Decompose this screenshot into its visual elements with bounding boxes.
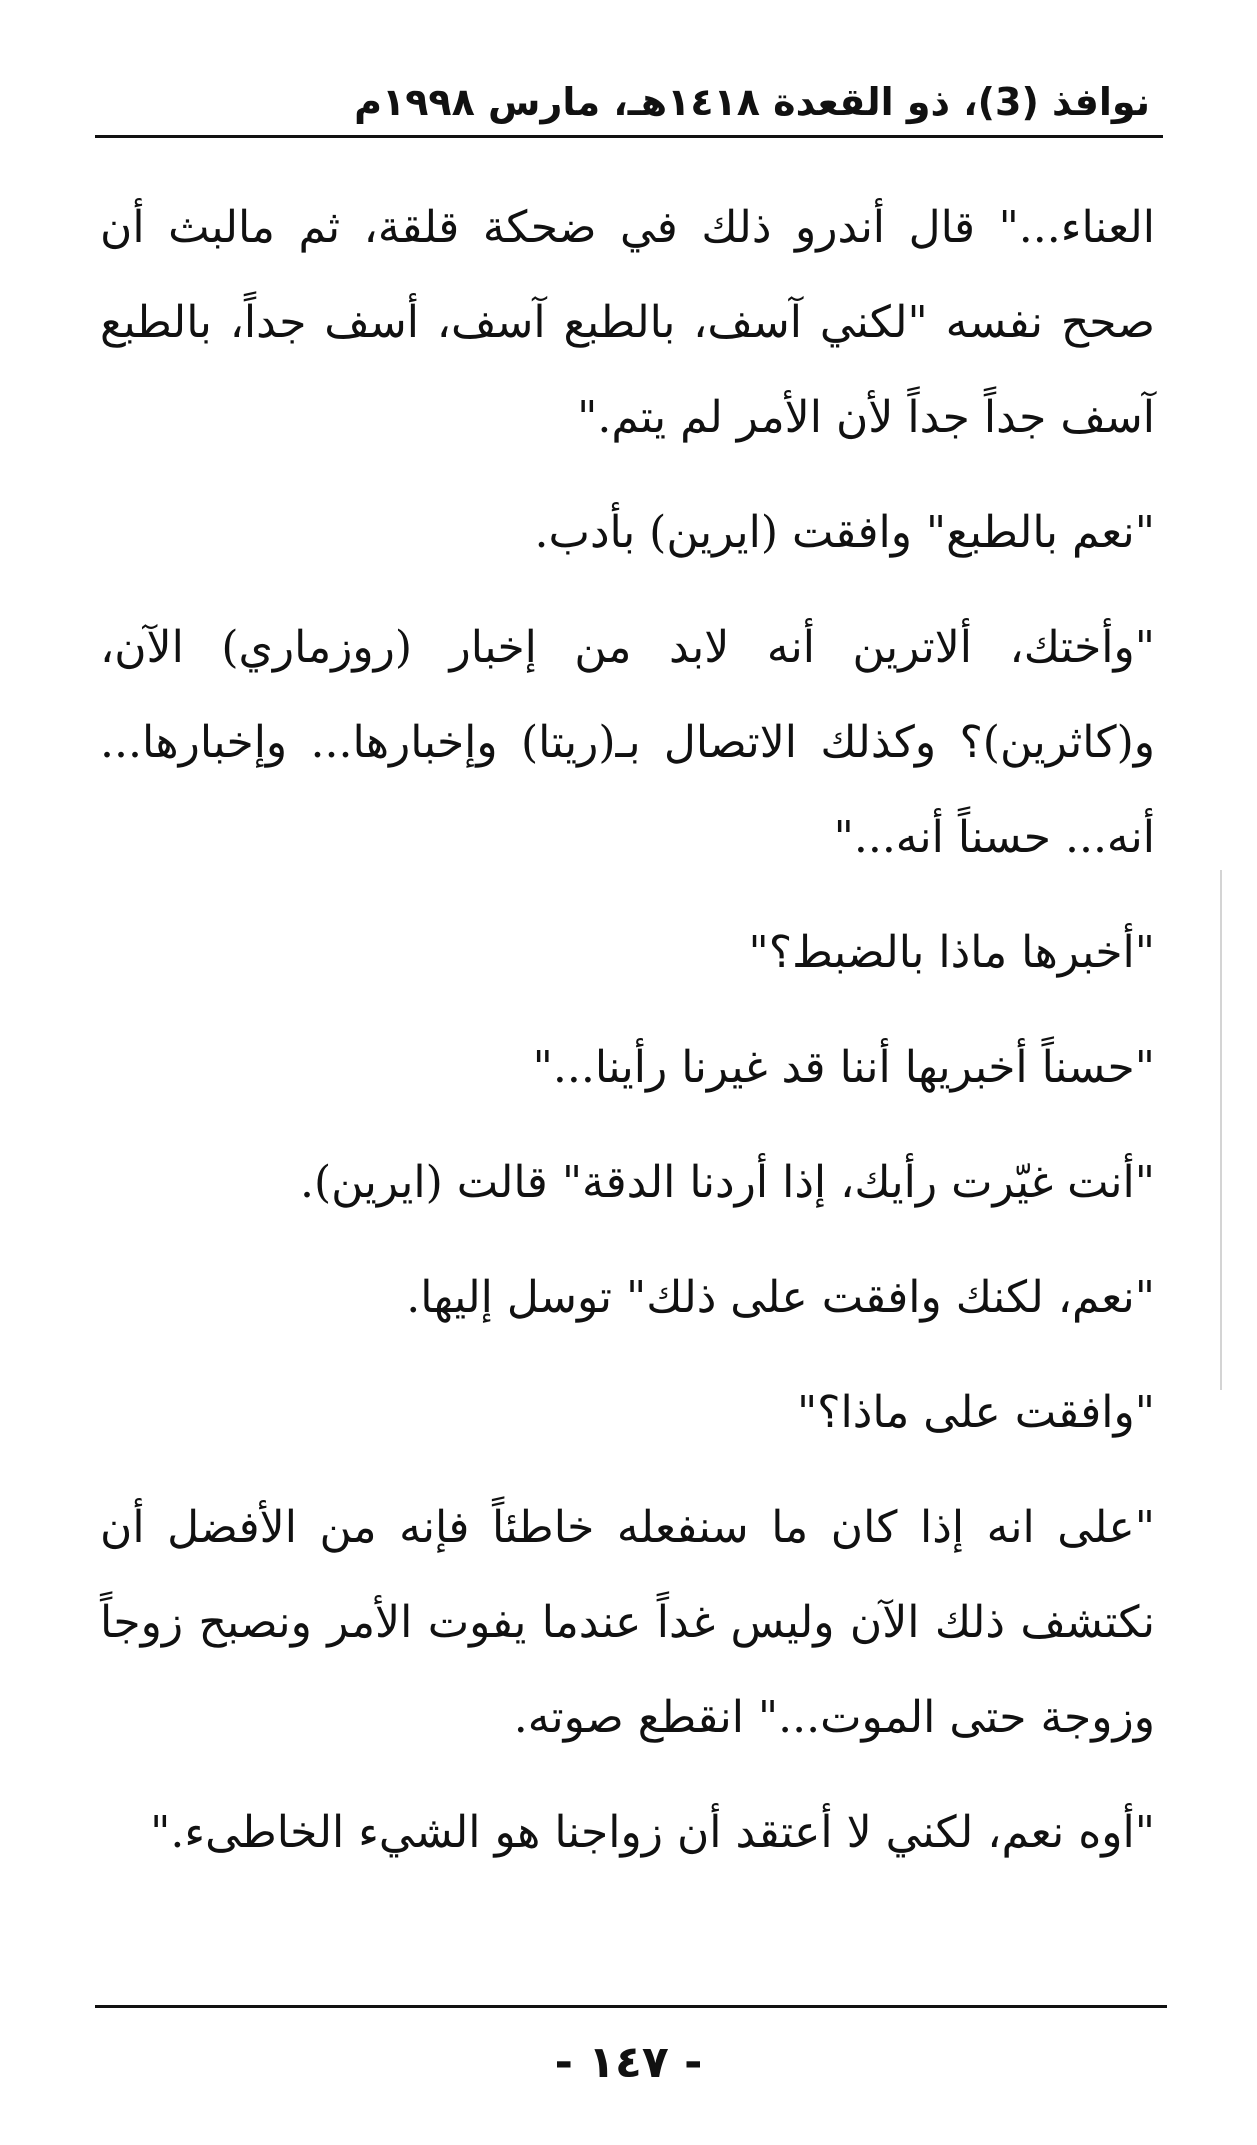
scan-margin-mark: [1220, 870, 1222, 1390]
body-text: [100, 180, 1155, 1900]
running-header: نوافذ (3)، ذو القعدة ١٤١٨هـ، مارس ١٩٩٨م: [354, 80, 1150, 124]
paragraph: "نعم بالطبع" وافقت (ايرين) بأدب.: [534, 507, 1155, 558]
paragraph: "على انه إذا كان ما سنفعله خاطئاً فإنه من الأفضل أن نكتشف ذلك الآن وليس غداً عندما يفوت الأمر ونصبح زوجاً وزوجة حتى الموت..." انقطع صوته.: [100, 1502, 1155, 1743]
paragraph: "أوه نعم، لكني لا أعتقد أن زواجنا هو الشيء الخاطىء.": [150, 1807, 1155, 1858]
paragraph: "أخبرها ماذا بالضبط؟": [748, 927, 1155, 978]
footer-divider: [95, 2005, 1167, 2008]
paragraph: "حسناً أخبريها أننا قد غيرنا رأينا...": [532, 1042, 1155, 1093]
paragraph: "وافقت على ماذا؟": [796, 1387, 1155, 1438]
page-number: - ١٤٧ -: [554, 2037, 703, 2088]
header-divider: [95, 135, 1163, 138]
paragraph: "نعم، لكنك وافقت على ذلك" توسل إليها.: [406, 1272, 1155, 1323]
paragraph: "أنت غيّرت رأيك، إذا أردنا الدقة" قالت (ايرين).: [299, 1157, 1155, 1208]
paragraph: "وأختك، ألاترين أنه لابد من إخبار (روزماري) الآن، و(كاثرين)؟ وكذلك الاتصال بـ(ريتا) وإخبارها... وإخبارها... أنه... حسناً أنه...": [100, 622, 1155, 863]
paragraph: العناء..." قال أندرو ذلك في ضحكة قلقة، ثم مالبث أن صحح نفسه "لكني آسف، بالطبع آسف، أسف جداً، بالطبع آسف جداً جداً لأن الأمر لم يتم.": [100, 202, 1155, 443]
